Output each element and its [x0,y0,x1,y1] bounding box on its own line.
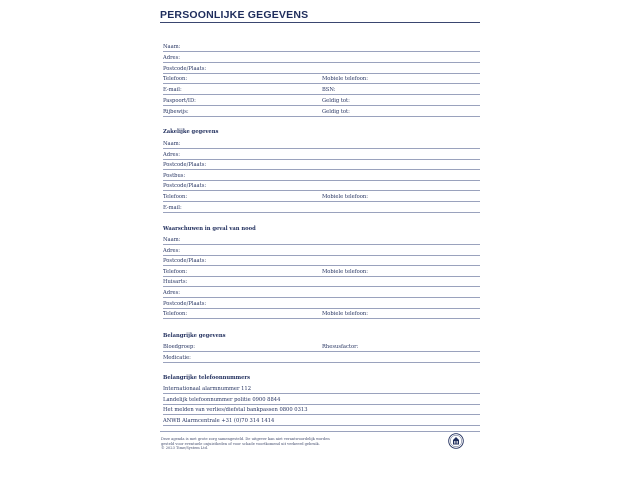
footer-divider [160,431,480,432]
form-row[interactable] [163,180,480,191]
form-row[interactable] [163,341,480,352]
field-label: ANWB Alarmcentrale +31 (0)70 314 1414 [163,417,275,424]
form-row[interactable] [163,73,480,84]
form-row[interactable] [163,234,480,245]
form-row[interactable] [163,52,480,63]
crest-logo-icon [448,433,464,449]
business-section-heading: Zakelijke gegevens [163,129,219,135]
field-label-secondary: BSN: [322,87,336,94]
field-label: Telefoon: [163,311,188,318]
form-row[interactable] [163,191,480,202]
field-label-secondary: Mobiele telefoon: [322,76,369,83]
field-label: Postcode/Plaats: [163,300,207,307]
field-label: Postcode/Plaats: [163,258,207,265]
footer-line: gesteld voor eventuele onjuistheden of voor schade voortkomend uit verkeerd gebruik. [161,441,320,446]
form-row[interactable] [163,41,480,52]
field-label-secondary: Mobiele telefoon: [322,311,369,318]
form-row[interactable] [163,276,480,287]
field-label-secondary: Rhesusfactor: [322,344,359,350]
field-label-secondary: Geldig tot: [322,108,350,115]
footer-disclaimer [161,437,401,451]
field-label: Adres: [163,54,181,61]
important-section-heading: Belangrijke gegevens [163,333,226,339]
field-label: Internationaal alarmnummer 112 [163,386,252,392]
field-label: E-mail: [163,87,182,94]
field-label: Huisarts: [163,279,188,286]
form-row[interactable] [163,383,480,394]
field-label: Naam: [163,141,181,147]
phones-section-heading: Belangrijke telefoonnummers [163,375,251,381]
form-row[interactable] [163,415,480,426]
field-label: Naam: [163,44,181,50]
field-label: Naam: [163,237,181,243]
form-row[interactable] [163,298,480,309]
form-row[interactable] [163,404,480,415]
form-row[interactable] [163,84,480,95]
personal-details-page [154,0,484,480]
form-row[interactable] [163,106,480,117]
form-row[interactable] [163,266,480,277]
footer-line: © 2023 Time/System Ltd. [161,446,209,451]
field-label: Medicatie: [163,354,191,361]
field-label: Postcode/Plaats: [163,65,207,72]
form-row[interactable] [163,202,480,213]
field-label: Telefoon: [163,268,188,275]
form-row[interactable] [163,255,480,266]
field-label: Paspoort/ID: [163,98,196,104]
form-row[interactable] [163,308,480,319]
title-divider [160,22,480,23]
field-label: Adres: [163,247,181,254]
form-row[interactable] [163,149,480,160]
field-label: Landelijk telefoonnummer politie 0900 8844 [163,396,281,403]
field-label: Postcode/Plaats: [163,183,207,190]
form-row[interactable] [163,170,480,181]
field-label: E-mail: [163,204,182,211]
field-label: Rijbewijs: [163,108,189,115]
field-label: Postcode/Plaats: [163,162,207,169]
field-label-secondary: Geldig tot: [322,98,350,104]
footer-line: Deze agenda is met grote zorg samengesteld. De uitgever kan niet verantwoordelijk worden [161,437,330,441]
form-row[interactable] [163,63,480,74]
form-row[interactable] [163,159,480,170]
form-row[interactable] [163,95,480,106]
form-row[interactable] [163,352,480,363]
field-label: Adres: [163,290,181,296]
page-title: PERSOONLIJKE GEGEVENS [160,9,309,21]
field-label: Postbus: [163,172,186,179]
field-label: Telefoon: [163,194,188,200]
form-row[interactable] [163,287,480,298]
form-row[interactable] [163,138,480,149]
form-row[interactable] [163,394,480,405]
field-label-secondary: Mobiele telefoon: [322,194,369,200]
field-label: Telefoon: [163,76,188,83]
field-label: Het melden van verlies/diefstal bankpassen 0800 0313 [163,407,308,414]
field-label: Adres: [163,151,181,158]
emergency-section-heading: Waarschuwen in geval van nood [163,226,256,232]
field-label: Bloedgroep: [163,344,196,350]
form-row[interactable] [163,245,480,256]
field-label-secondary: Mobiele telefoon: [322,268,369,275]
